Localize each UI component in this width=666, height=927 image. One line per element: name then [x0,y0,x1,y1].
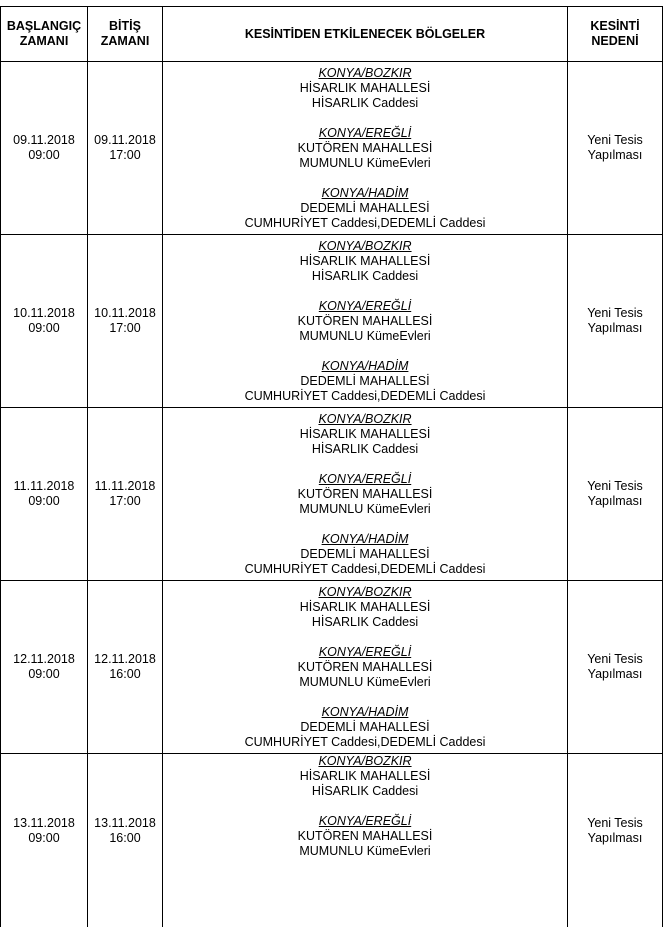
region-line: HİSARLIK MAHALLESİ [299,80,431,95]
reason-cell [568,754,663,927]
region-group [163,754,567,799]
reason-cell [568,408,663,581]
header-regions-label: KESİNTİDEN ETKİLENECEK BÖLGELER [244,26,486,41]
end-time-cell-line1: 12.11.2018 [94,652,156,666]
header-regions [163,7,568,62]
region-line: CUMHURİYET Caddesi,DEDEMLİ Caddesi [244,215,486,230]
end-time-cell-line1: 09.11.2018 [94,133,156,147]
region-group [163,645,567,690]
regions-cell [163,62,568,235]
region-province: KONYA/BOZKIR [318,754,412,768]
reason-cell [568,235,663,408]
region-line: HİSARLIK Caddesi [311,95,419,110]
reason-cell-line1: Yeni Tesis [587,816,643,830]
region-province: KONYA/EREĞLİ [318,125,412,140]
region-group [163,66,567,111]
region-line: HİSARLIK MAHALLESİ [299,253,431,268]
reason-cell-line2: Yapılması [587,831,643,845]
end-time-cell [88,62,163,235]
outage-table [0,6,663,927]
header-end-time [88,7,163,62]
table-row [1,581,663,754]
region-province: KONYA/BOZKIR [318,411,412,426]
end-time-cell-line1: 11.11.2018 [94,479,156,493]
region-province: KONYA/EREĞLİ [318,471,412,486]
region-line: HİSARLIK Caddesi [311,441,419,456]
region-line: KUTÖREN MAHALLESİ [297,659,433,674]
region-line: CUMHURİYET Caddesi,DEDEMLİ Caddesi [244,388,486,403]
region-line: HİSARLIK MAHALLESİ [299,769,431,783]
region-group [163,239,567,284]
region-province: KONYA/HADİM [321,358,409,373]
region-line: MUMUNLU KümeEvleri [299,674,431,689]
region-line: HİSARLIK Caddesi [311,614,419,629]
table-row [1,408,663,581]
end-time-cell [88,408,163,581]
end-time-cell-line2: 17:00 [109,148,141,162]
start-time-cell-line1: 12.11.2018 [13,652,75,666]
start-time-cell-line2: 09:00 [28,321,60,335]
region-line: DEDEMLİ MAHALLESİ [300,200,430,215]
region-group [163,126,567,171]
start-time-cell-line1: 09.11.2018 [13,133,75,147]
start-time-cell-line2: 09:00 [28,831,60,845]
end-time-cell-line2: 17:00 [109,321,141,335]
region-line: KUTÖREN MAHALLESİ [297,140,433,155]
end-time-cell-line2: 16:00 [109,831,141,845]
regions-cell [163,754,568,927]
end-time-cell-line1: 10.11.2018 [94,306,156,320]
region-line: KUTÖREN MAHALLESİ [297,313,433,328]
start-time-cell [1,62,88,235]
header-start-time [1,7,88,62]
region-province: KONYA/HADİM [321,704,409,719]
region-line: HİSARLIK MAHALLESİ [299,599,431,614]
start-time-cell-line2: 09:00 [28,667,60,681]
start-time-cell [1,754,88,927]
region-line: DEDEMLİ MAHALLESİ [300,373,430,388]
reason-cell-line1: Yeni Tesis [587,306,643,320]
region-line: HİSARLIK MAHALLESİ [299,426,431,441]
reason-cell-line2: Yapılması [587,321,643,335]
start-time-cell [1,408,88,581]
table-row [1,62,663,235]
region-province: KONYA/EREĞLİ [318,644,412,659]
start-time-cell-line1: 11.11.2018 [13,479,75,493]
start-time-cell-line1: 10.11.2018 [13,306,75,320]
region-line: DEDEMLİ MAHALLESİ [300,546,430,561]
reason-cell-line1: Yeni Tesis [587,133,643,147]
region-province: KONYA/HADİM [321,185,409,200]
region-province: KONYA/HADİM [321,531,409,546]
reason-cell [568,581,663,754]
reason-cell-line2: Yapılması [587,667,643,681]
end-time-cell [88,754,163,927]
region-province: KONYA/EREĞLİ [318,298,412,313]
start-time-cell [1,581,88,754]
table-row [1,754,663,927]
start-time-cell-line2: 09:00 [28,494,60,508]
region-province: KONYA/BOZKIR [318,65,412,80]
start-time-cell-line2: 09:00 [28,148,60,162]
start-time-cell-line1: 13.11.2018 [13,816,75,830]
table-row [1,235,663,408]
end-time-cell [88,235,163,408]
region-line: CUMHURİYET Caddesi,DEDEMLİ Caddesi [244,561,486,576]
end-time-cell-line2: 17:00 [109,494,141,508]
regions-cell [163,581,568,754]
start-time-cell [1,235,88,408]
region-line: KUTÖREN MAHALLESİ [297,486,433,501]
header-reason-line1: KESİNTİ [590,19,640,33]
end-time-cell [88,581,163,754]
header-row [1,7,663,62]
reason-cell-line1: Yeni Tesis [587,479,643,493]
region-line: MUMUNLU KümeEvleri [299,155,431,170]
header-reason-line2: NEDENİ [591,34,639,48]
header-start-line1: BAŞLANGIÇ [6,19,82,33]
end-time-cell-line2: 16:00 [109,667,141,681]
region-line: DEDEMLİ MAHALLESİ [300,719,430,734]
region-line: KUTÖREN MAHALLESİ [297,829,433,843]
region-province: KONYA/BOZKIR [318,238,412,253]
reason-cell-line2: Yapılması [587,148,643,162]
header-reason [568,7,663,62]
region-group [163,532,567,577]
region-province: KONYA/EREĞLİ [318,814,412,828]
header-end-line2: ZAMANI [100,34,150,48]
region-group [163,585,567,630]
region-group [163,705,567,750]
header-start-line2: ZAMANI [19,34,69,48]
region-line: HİSARLIK Caddesi [311,784,419,798]
header-end-line1: BİTİŞ [109,19,141,33]
region-line: MUMUNLU KümeEvleri [299,844,431,858]
region-line: CUMHURİYET Caddesi,DEDEMLİ Caddesi [244,734,486,749]
region-province: KONYA/BOZKIR [318,584,412,599]
region-line: HİSARLIK Caddesi [311,268,419,283]
reason-cell [568,62,663,235]
regions-cell [163,235,568,408]
region-line: MUMUNLU KümeEvleri [299,501,431,516]
reason-cell-line1: Yeni Tesis [587,652,643,666]
region-group [163,359,567,404]
reason-cell-line2: Yapılması [587,494,643,508]
region-group [163,472,567,517]
region-group [163,186,567,231]
regions-cell [163,408,568,581]
region-group [163,412,567,457]
region-line: MUMUNLU KümeEvleri [299,328,431,343]
region-group [163,814,567,859]
region-group [163,299,567,344]
end-time-cell-line1: 13.11.2018 [94,816,156,830]
